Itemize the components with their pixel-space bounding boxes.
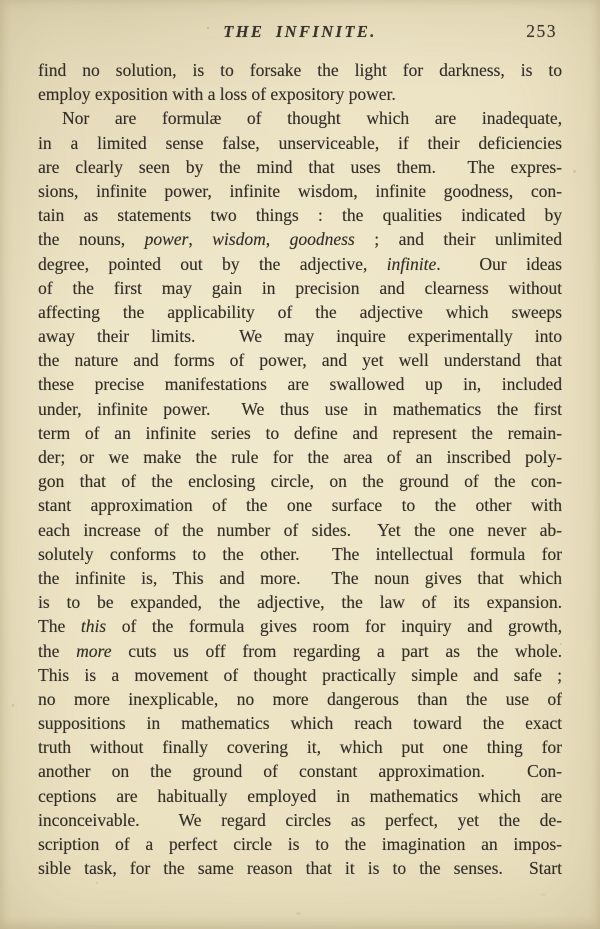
text-line <box>38 590 562 614</box>
text-segment: each increase of the number of sides. Yet the one never ab- <box>38 519 562 540</box>
text-line <box>38 808 562 832</box>
text-segment: solutely conforms to the other. The intellectual formula for <box>38 543 562 564</box>
text-segment: of the first may gain in precision and clearness without <box>38 277 562 298</box>
text-segment: employ exposition with a loss of expository power. <box>38 84 396 105</box>
text-segment: , <box>188 229 213 250</box>
text-segment: sible task, for the same reason that it is to the senses. Start <box>38 858 562 879</box>
text-segment: cuts us off from regarding a part as the whole. <box>111 640 562 661</box>
text-line <box>38 735 562 759</box>
text-line <box>38 687 562 711</box>
text-line <box>38 759 562 783</box>
text-segment: another on the ground of constant approximation. Con- <box>38 761 562 782</box>
page-header <box>38 22 562 44</box>
scan-speck <box>96 882 98 884</box>
scan-speck <box>12 704 14 707</box>
text-line <box>38 324 562 348</box>
text-segment: of the formula gives room for inquiry and growth, <box>106 616 562 637</box>
page-number: 253 <box>526 21 557 41</box>
text-segment: the nature and forms of power, and yet well understand that <box>38 350 562 371</box>
text-line <box>38 276 562 300</box>
text-line <box>38 469 562 493</box>
text-segment: scription of a perfect circle is to the imagination an impos- <box>38 834 562 854</box>
text-line <box>38 421 562 445</box>
scan-speck <box>560 643 562 645</box>
text-line <box>38 131 562 155</box>
text-line <box>38 179 562 203</box>
text-segment: tain as statements two things : the qualities indicated by <box>38 205 562 226</box>
text-segment: the nouns, <box>38 229 145 250</box>
scan-speck <box>540 893 546 896</box>
text-segment: are clearly seen by the mind that uses them. The expres- <box>38 156 562 177</box>
text-line <box>38 58 562 82</box>
text-segment: no more inexplicable, no more dangerous than the use of <box>38 688 562 709</box>
text-segment: in a limited sense false, unserviceable, if their deficiencies <box>38 132 562 153</box>
italic-text: infinite <box>386 253 437 274</box>
text-line <box>38 542 562 566</box>
text-segment: sions, infinite power, infinite wisdom, infinite goodness, con- <box>38 180 562 201</box>
text-line <box>38 566 562 590</box>
text-segment: inconceivable. We regard circles as perfect, yet the de- <box>38 809 562 830</box>
text-segment: ceptions are habitually employed in mathematics which are <box>38 785 562 806</box>
text-line <box>38 639 562 663</box>
italic-text: goodness <box>289 229 355 250</box>
text-segment: ; and their unlimited <box>354 229 562 250</box>
text-segment: the infinite is, This and more. The noun gives that which <box>38 567 562 588</box>
text-segment: This is a movement of thought practically simple and safe ; <box>38 664 562 685</box>
text-line <box>38 106 562 130</box>
page-body-text <box>38 58 562 880</box>
text-line <box>38 300 562 324</box>
text-line <box>38 203 562 227</box>
text-line <box>38 445 562 469</box>
text-line <box>38 663 562 687</box>
running-title: THE INFINITE. <box>223 22 377 41</box>
text-segment: these precise manifestations are swallowed up in, included <box>38 374 562 395</box>
italic-text: this <box>80 616 107 637</box>
text-line <box>38 227 562 251</box>
text-line <box>38 518 562 542</box>
text-line <box>38 252 562 276</box>
scan-speck <box>296 912 301 915</box>
text-line <box>38 856 562 880</box>
text-segment: . Our ideas <box>436 253 562 274</box>
text-segment: away their limits. We may inquire experimentally into <box>38 326 562 347</box>
text-segment: the <box>38 640 77 661</box>
text-segment: is to be expanded, the adjective, the law of its expansion. <box>38 592 562 613</box>
italic-text: wisdom <box>212 229 266 250</box>
text-segment: find no solution, is to forsake the light for darkness, is to <box>38 60 562 80</box>
text-line <box>38 614 562 638</box>
text-segment: affecting the applicability of the adjective which sweeps <box>38 301 562 322</box>
text-line <box>38 348 562 372</box>
text-segment: truth without finally covering it, which put one thing for <box>38 737 562 758</box>
scan-speck <box>207 27 209 29</box>
text-segment: stant approximation of the one surface to the other with <box>38 495 562 516</box>
italic-text: power <box>144 229 189 250</box>
text-line <box>38 711 562 735</box>
text-line <box>38 397 562 421</box>
text-line <box>38 372 562 396</box>
text-line <box>38 155 562 179</box>
text-segment: Nor are formulæ of thought which are inadequate, <box>62 108 562 129</box>
text-segment: suppositions in mathematics which reach toward the exact <box>38 713 562 734</box>
text-line <box>38 832 562 856</box>
text-line <box>38 82 562 106</box>
italic-text: more <box>76 640 112 661</box>
text-line <box>38 784 562 808</box>
text-segment: term of an infinite series to define and represent the remain- <box>38 422 562 443</box>
text-segment: der; or we make the rule for the area of an inscribed poly- <box>38 447 562 467</box>
text-segment: under, infinite power. We thus use in mathematics the first <box>38 398 562 419</box>
text-line <box>38 493 562 517</box>
text-segment: The <box>38 616 81 637</box>
text-segment: gon that of the enclosing circle, on the ground of the con- <box>38 471 562 492</box>
text-segment: , <box>265 229 290 250</box>
text-segment: degree, pointed out by the adjective, <box>38 253 387 274</box>
scan-speck <box>573 170 576 173</box>
